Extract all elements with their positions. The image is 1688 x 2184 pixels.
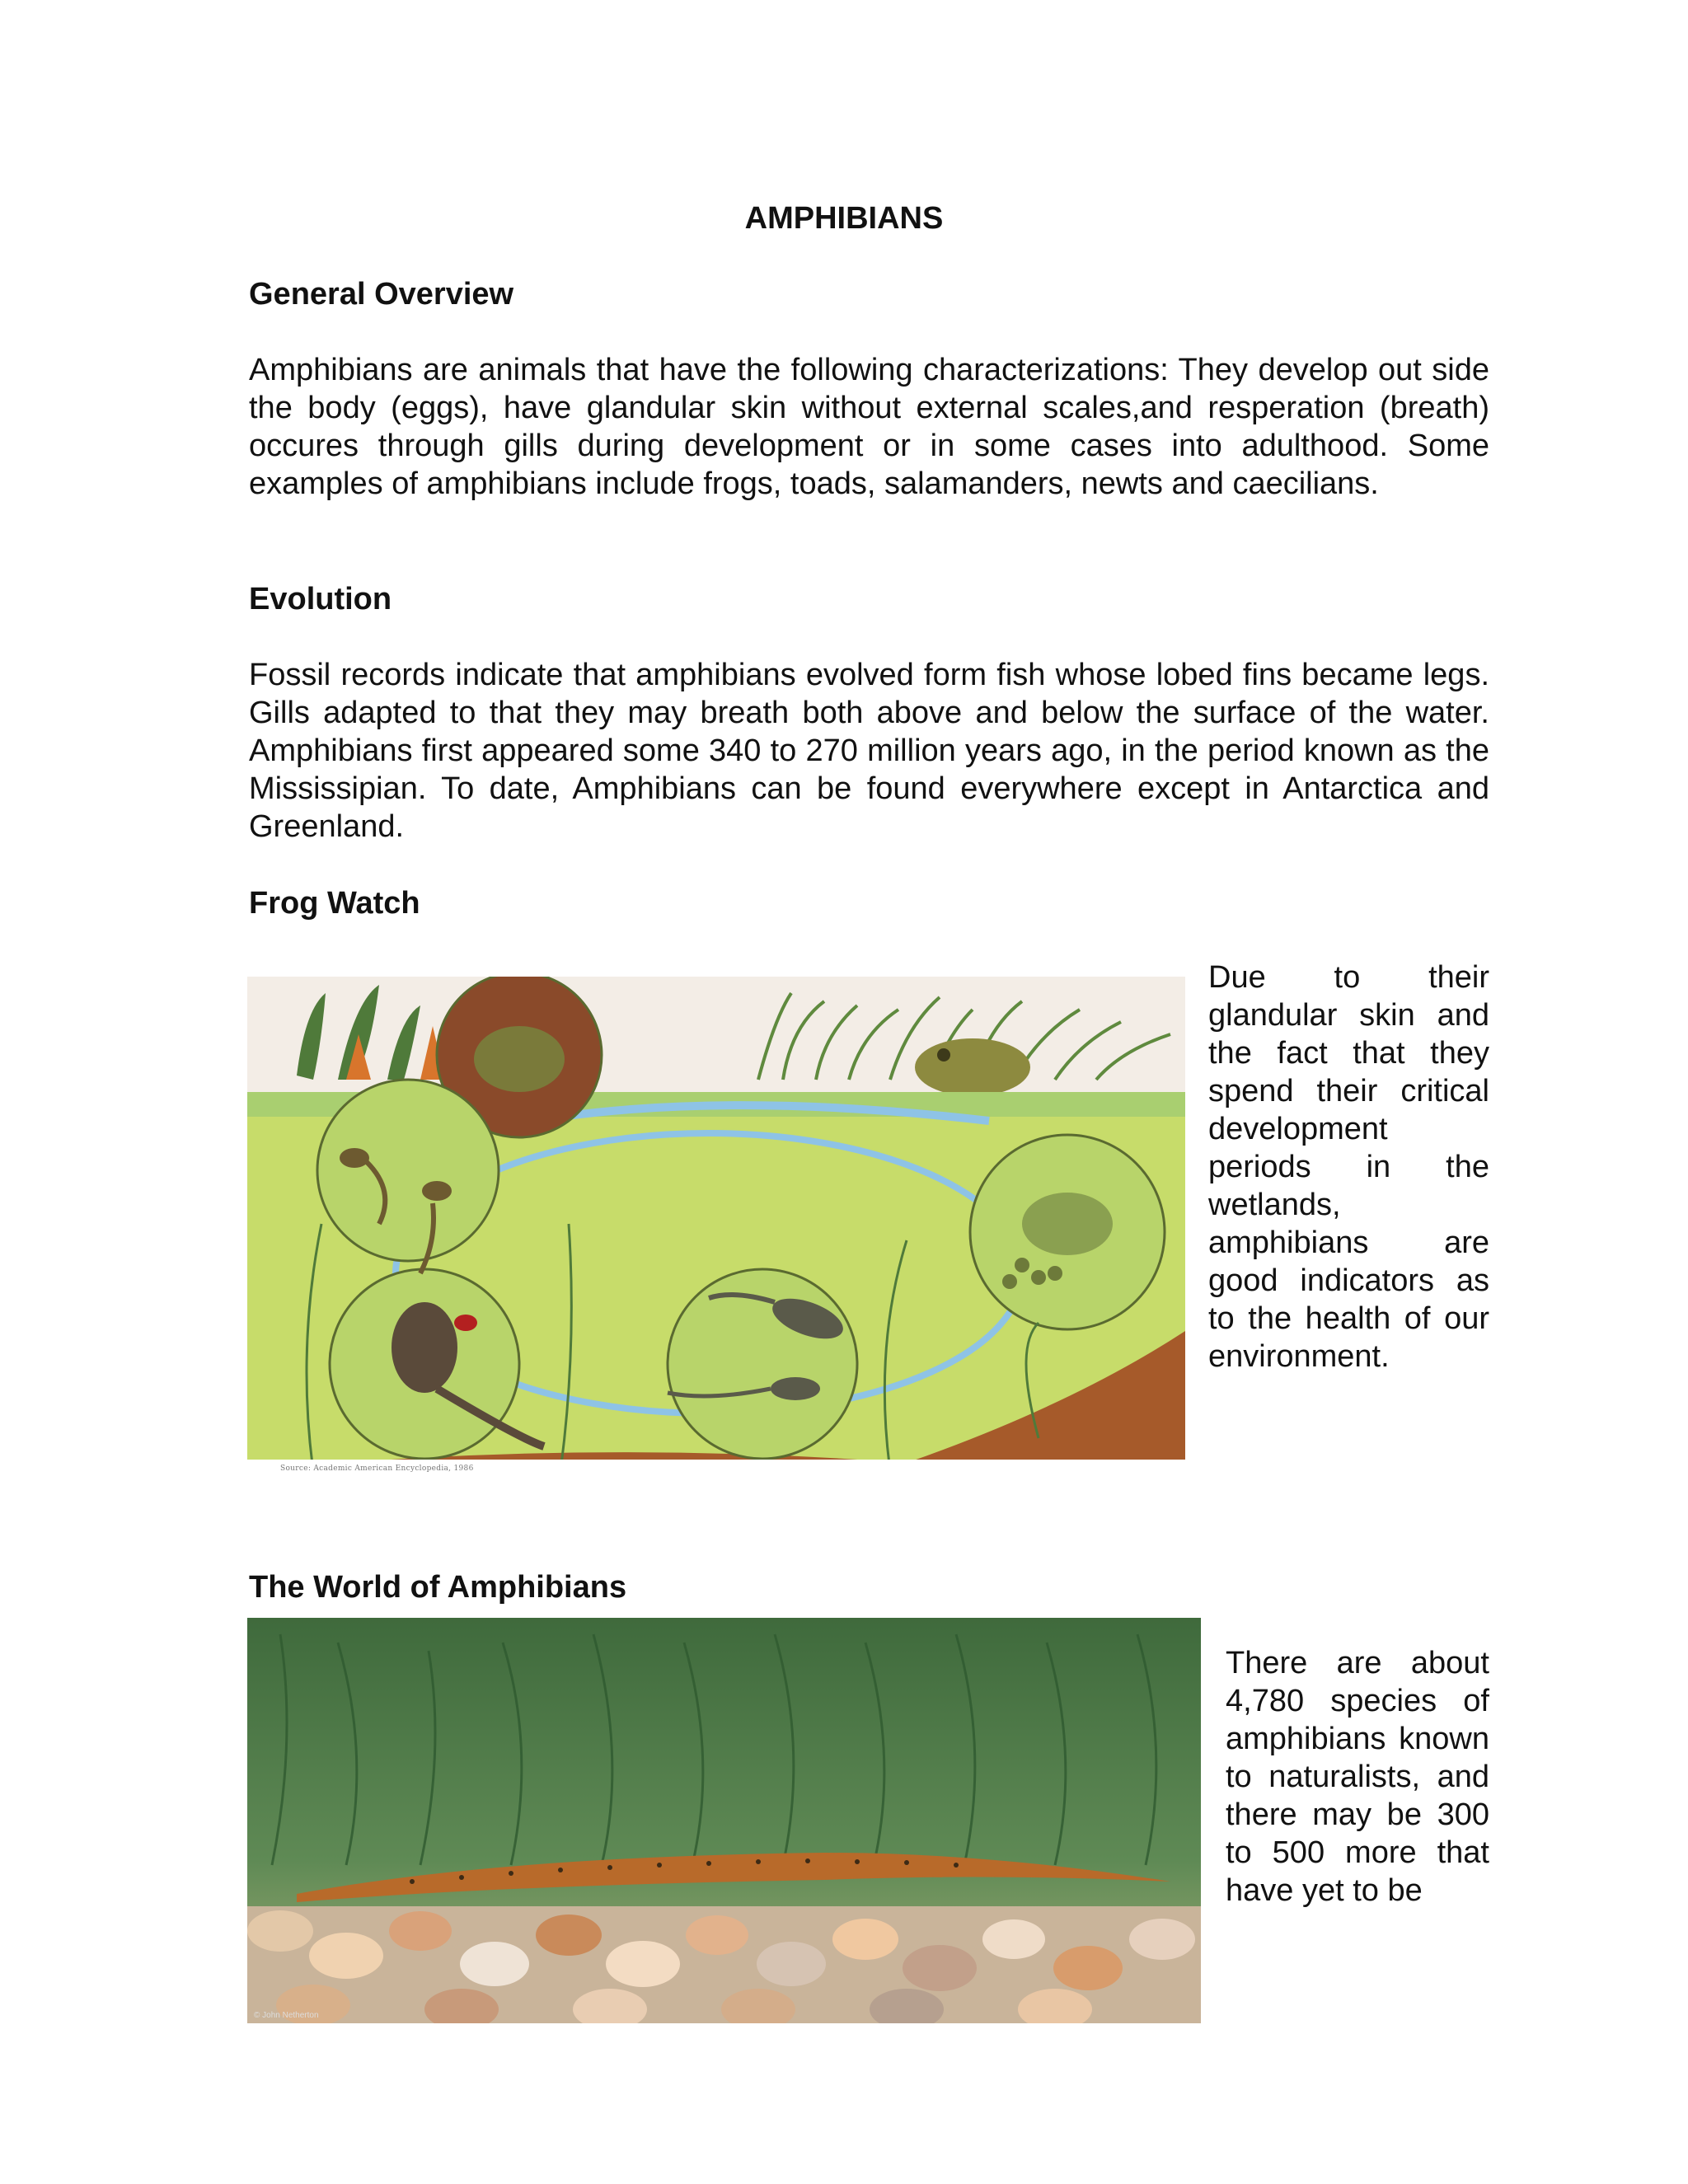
figure-caption: Source: Academic American Encyclopedia, 1986 bbox=[280, 1465, 474, 1473]
heading-frog-watch: Frog Watch bbox=[249, 886, 420, 921]
paragraph-general-overview: Amphibians are animals that have the following characterizations: They develop out side the body (eggs), have glandular skin without external scales,and resperation (breath) occures through gills during development or in some cases into adulthood. Some examples of amphibians include frogs, toads, salamanders, newts and caecilians. bbox=[249, 353, 1489, 501]
heading-general-overview: General Overview bbox=[249, 277, 514, 312]
page-title: AMPHIBIANS bbox=[744, 201, 944, 236]
frog-life-cycle-illustration bbox=[247, 977, 1185, 1501]
world-side-text: There are about 4,780 species of amphibians known to naturalists, and there may be 300 to 500 more that have yet to be bbox=[1226, 1646, 1489, 1908]
frog-watch-side-text: Due to their glandular skin and the fact that they spend their critical development periods in the wetlands, amphibians are good indicators as to the health of our environment. bbox=[1208, 960, 1489, 1374]
heading-world-of-amphibians: The World of Amphibians bbox=[249, 1570, 627, 1605]
newt-photo-graphic bbox=[247, 1618, 1201, 2023]
paragraph-evolution: Fossil records indicate that amphibians evolved form fish whose lobed fins became legs. Gills adapted to that they may breath both above and below the surface of the water. Amphibians first appeared some 340 to 270 million years ago, in the period known as the Mississipian. To date, Amphibians can be found everywhere except in Antarctica and Greenland. bbox=[249, 658, 1489, 844]
heading-evolution: Evolution bbox=[249, 582, 392, 616]
photo-credit: © John Netherton bbox=[254, 2011, 319, 2020]
newt-photo bbox=[247, 1618, 1201, 2023]
frog-life-cycle-graphic bbox=[247, 977, 1185, 1501]
